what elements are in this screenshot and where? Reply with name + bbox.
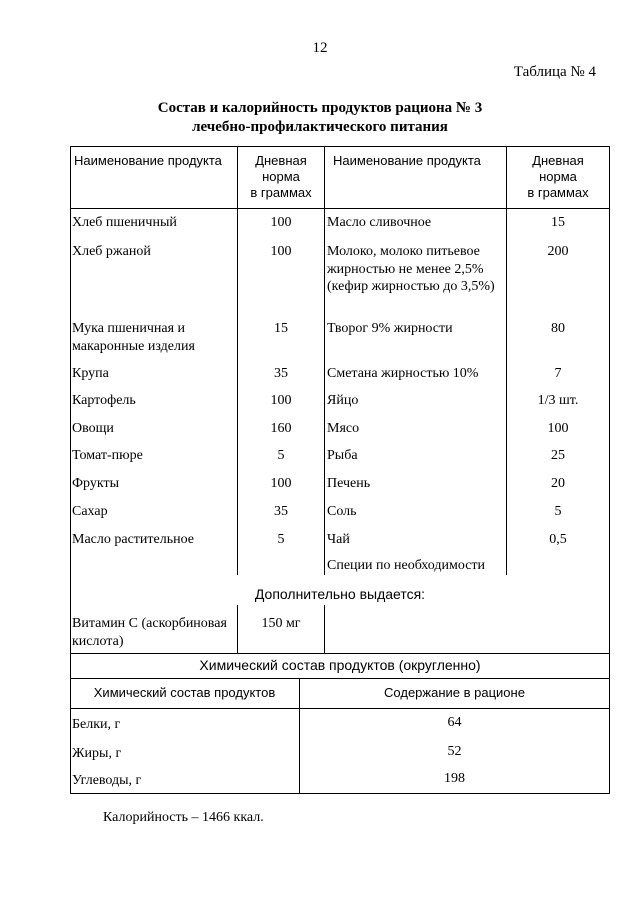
page-number: 12: [312, 40, 328, 56]
right-item-value: 80: [551, 321, 565, 336]
right-item-value: 20: [551, 476, 565, 491]
header-product-name-left: Наименование продукта: [74, 153, 222, 168]
header-daily-norm-right: Дневная норма в граммах: [527, 153, 589, 200]
chem-row-name: Белки, г: [72, 717, 121, 732]
right-item-value: 15: [551, 215, 565, 230]
ration-table: [70, 146, 610, 794]
left-item-value: 100: [270, 393, 292, 408]
left-item-value: 5: [277, 532, 285, 547]
right-item-name: Рыба: [327, 448, 358, 463]
right-item-name: Яйцо: [327, 393, 359, 408]
right-item-name: Чай: [327, 532, 350, 547]
right-item-value: 100: [547, 421, 569, 436]
chem-row-name: Углеводы, г: [72, 773, 142, 788]
document-title: [0, 99, 640, 137]
left-item-value: 100: [270, 244, 292, 259]
left-item-value: 15: [274, 321, 288, 336]
header-daily-norm-left: Дневная норма в граммах: [250, 153, 312, 200]
right-item-name: Печень: [327, 476, 371, 491]
right-item-value: 200: [547, 244, 569, 259]
calories-note: Калорийность – 1466 ккал.: [103, 810, 264, 825]
left-item-value: 35: [274, 504, 288, 519]
chem-header-col2: Содержание в рационе: [384, 685, 525, 700]
right-item-name: Специи по необходимости: [327, 558, 486, 573]
left-item-name: Крупа: [72, 366, 109, 381]
right-item-name: Сметана жирностью 10%: [327, 366, 479, 381]
chem-row-value: 64: [447, 715, 462, 730]
right-item-name: Творог 9% жирности: [327, 321, 453, 336]
right-item-value: 5: [554, 504, 562, 519]
title-line-1: Состав и калорийность продуктов рациона № 3: [157, 100, 483, 116]
right-item-name: Мясо: [327, 421, 360, 436]
additional-label: Дополнительно выдается:: [254, 586, 426, 602]
vitamin-value: 150 мг: [261, 616, 301, 631]
right-item-value: 7: [554, 366, 562, 381]
chem-row-name: Жиры, г: [72, 746, 122, 761]
left-item-value: 160: [270, 421, 292, 436]
left-item-value: 5: [277, 448, 285, 463]
right-item-value: 1/3 шт.: [537, 393, 579, 408]
right-item-value: 25: [551, 448, 565, 463]
header-product-name-right: Наименование продукта: [333, 153, 481, 168]
chem-row-value: 52: [447, 744, 462, 759]
chem-header-col1: Химический состав продуктов: [93, 685, 276, 700]
right-item-name: Масло сливочное: [327, 215, 432, 230]
left-item-value: 35: [274, 366, 288, 381]
left-item-name: Хлеб ржаной: [72, 244, 151, 259]
left-item-name: Масло растительное: [72, 532, 194, 547]
left-item-name: Томат-пюре: [72, 448, 143, 463]
left-item-name: Сахар: [72, 504, 108, 519]
left-item-name: Мука пшеничная и макаронные изделия: [72, 321, 195, 354]
chem-title: Химический состав продуктов (округленно): [199, 657, 481, 673]
title-line-2: лечебно-профилактического питания: [192, 119, 448, 135]
left-item-value: 100: [270, 215, 292, 230]
table-label: Таблица № 4: [513, 64, 596, 80]
left-item-value: 100: [270, 476, 292, 491]
left-item-name: Фрукты: [72, 476, 120, 491]
right-item-name: Молоко, молоко питьевое жирностью не менее 2,5% (кефир жирностью до 3,5%): [327, 244, 495, 294]
vitamin-name: Витамин С (аскорбиновая кислота): [72, 616, 227, 649]
right-item-value: 0,5: [549, 532, 567, 547]
left-item-name: Овощи: [72, 421, 114, 436]
left-item-name: Хлеб пшеничный: [72, 215, 177, 230]
left-item-name: Картофель: [72, 393, 136, 408]
right-item-name: Соль: [327, 504, 357, 519]
chem-row-value: 198: [444, 771, 465, 786]
